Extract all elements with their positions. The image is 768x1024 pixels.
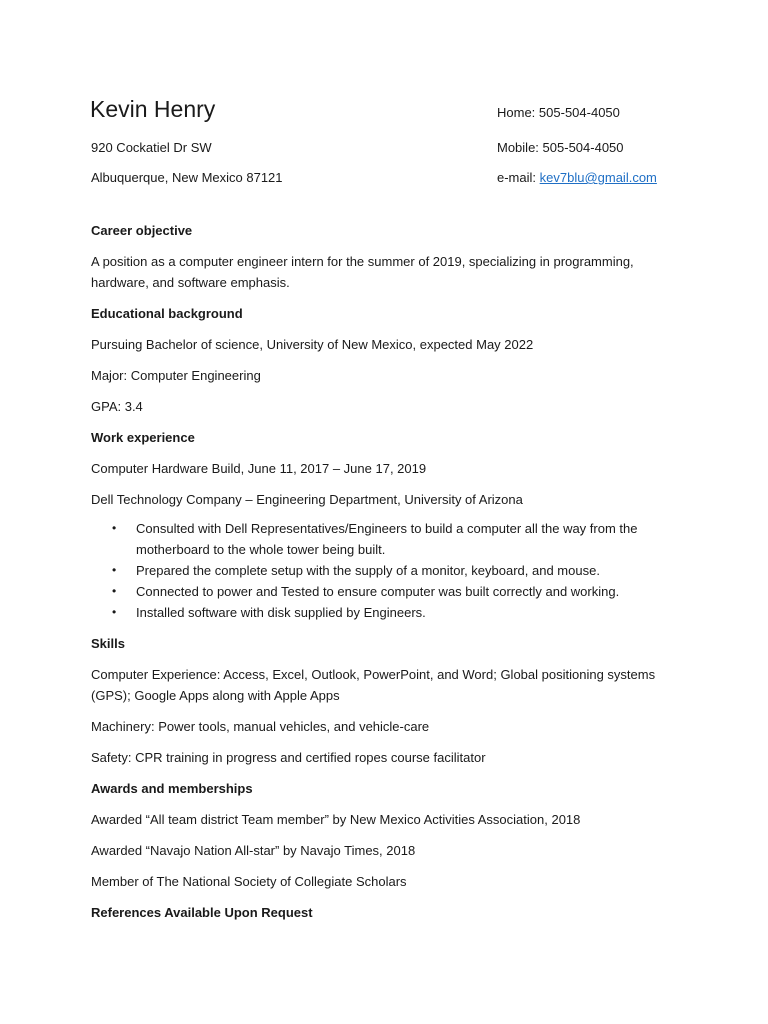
home-label: Home: bbox=[497, 105, 536, 120]
awards-heading: Awards and memberships bbox=[91, 781, 253, 796]
bullet-text: Connected to power and Tested to ensure computer was built correctly and working. bbox=[136, 584, 620, 599]
education-gpa: GPA: 3.4 bbox=[91, 399, 143, 414]
list-item bbox=[112, 560, 691, 581]
bullet-icon: • bbox=[112, 584, 117, 598]
references-heading: References Available Upon Request bbox=[91, 905, 313, 920]
bullet-text: Installed software with disk supplied by Engineers. bbox=[136, 605, 426, 620]
work-bullet-list bbox=[91, 518, 691, 623]
work-position: Computer Hardware Build, June 11, 2017 – June 17, 2019 bbox=[91, 461, 427, 476]
mobile-phone: 505-504-4050 bbox=[542, 140, 624, 155]
career-text: A position as a computer engineer intern for the summer of 2019, specializing in programming, hardware, and software emphasis. bbox=[91, 254, 634, 290]
award-1: Awarded “All team district Team member” by New Mexico Activities Association, 2018 bbox=[91, 812, 581, 827]
bullet-icon: • bbox=[112, 605, 117, 619]
education-major: Major: Computer Engineering bbox=[91, 368, 261, 383]
award-2: Awarded “Navajo Nation All-star” by Navajo Times, 2018 bbox=[91, 843, 416, 858]
email-line bbox=[497, 167, 657, 188]
work-company: Dell Technology Company – Engineering Department, University of Arizona bbox=[91, 492, 523, 507]
address-line-2: Albuquerque, New Mexico 87121 bbox=[91, 170, 283, 185]
skills-safety: Safety: CPR training in progress and certified ropes course facilitator bbox=[91, 750, 486, 765]
home-phone-line bbox=[497, 102, 620, 123]
skills-machinery: Machinery: Power tools, manual vehicles, and vehicle-care bbox=[91, 719, 430, 734]
list-item bbox=[112, 518, 691, 560]
resume-name: Kevin Henry bbox=[90, 96, 216, 122]
email-link[interactable]: kev7blu@gmail.com bbox=[539, 170, 657, 185]
mobile-label: Mobile: bbox=[497, 140, 539, 155]
skills-heading: Skills bbox=[91, 636, 125, 651]
mobile-phone-line bbox=[497, 137, 624, 158]
career-heading: Career objective bbox=[91, 223, 193, 238]
list-item bbox=[112, 581, 691, 602]
education-heading: Educational background bbox=[91, 306, 243, 321]
membership-1: Member of The National Society of Collegiate Scholars bbox=[91, 874, 407, 889]
bullet-icon: • bbox=[112, 521, 117, 535]
resume-body bbox=[91, 220, 691, 933]
bullet-text: Consulted with Dell Representatives/Engineers to build a computer all the way from the motherboard to the whole tower being built. bbox=[136, 521, 638, 557]
bullet-icon: • bbox=[112, 563, 117, 577]
skills-computer: Computer Experience: Access, Excel, Outlook, PowerPoint, and Word; Global positioning systems (GPS); Google Apps along with Apple Apps bbox=[91, 667, 656, 703]
address-line-1: 920 Cockatiel Dr SW bbox=[91, 140, 212, 155]
list-item bbox=[112, 602, 691, 623]
bullet-text: Prepared the complete setup with the supply of a monitor, keyboard, and mouse. bbox=[136, 563, 600, 578]
education-degree: Pursuing Bachelor of science, University of New Mexico, expected May 2022 bbox=[91, 337, 534, 352]
work-heading: Work experience bbox=[91, 430, 195, 445]
email-label: e-mail: bbox=[497, 170, 537, 185]
home-phone: 505-504-4050 bbox=[538, 105, 620, 120]
